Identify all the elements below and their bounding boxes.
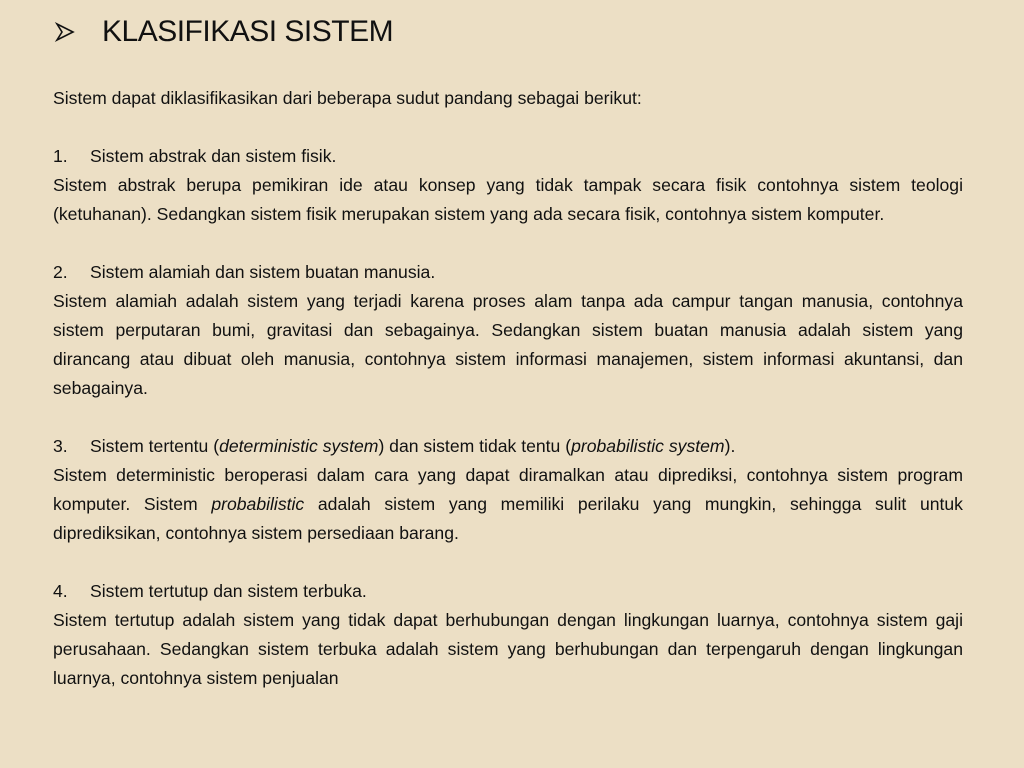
section-4 (53, 577, 963, 693)
heading-part: ) dan sistem tidak tentu ( (378, 436, 572, 456)
page-title: KLASIFIKASI SISTEM (102, 15, 394, 48)
section-number: 2. (53, 262, 68, 282)
section-body: Sistem alamiah adalah sistem yang terjadi karena proses alam tanpa ada campur tangan manusia, contohnya sistem perputaran bumi, gravitasi dan sebagainya. Sedangkan sistem buatan manusia adalah sistem yang dirancang atau dibuat oleh manusia, contohnya sistem informasi manajemen, sistem informasi akuntansi, dan sebagainya. (53, 291, 963, 398)
section-heading-text: Sistem abstrak dan sistem fisik. (90, 146, 337, 166)
title-row (54, 12, 393, 52)
body-term-italic: probabilistic (211, 494, 305, 514)
section-number: 4. (53, 581, 68, 601)
intro-text: Sistem dapat diklasifikasikan dari beberapa sudut pandang sebagai berikut: (53, 88, 642, 108)
content (53, 84, 963, 722)
heading-term-italic: probabilistic system (571, 436, 725, 456)
section-heading (53, 577, 963, 606)
section-2 (53, 258, 963, 403)
section-body (53, 461, 963, 548)
body-part: Sistem deterministic beroperasi dalam cara yang dapat diramalkan atau diprediksi, contohnya sistem program komputer. Sistem (53, 465, 963, 514)
section-1 (53, 142, 963, 229)
heading-part: ). (724, 436, 736, 456)
section-heading (53, 432, 963, 461)
section-heading-text: Sistem tertutup dan sistem terbuka. (90, 581, 367, 601)
section-body: Sistem abstrak berupa pemikiran ide atau konsep yang tidak tampak secara fisik contohnya sistem teologi (ketuhanan). Sedangkan sistem fisik merupakan sistem yang ada secara fisik, contohnya sistem komputer. (53, 175, 963, 224)
body-part: adalah sistem yang memiliki perilaku yang mungkin, sehingga sulit untuk diprediksikan, contohnya sistem persediaan barang. (53, 494, 963, 543)
section-heading (53, 258, 963, 287)
section-heading (53, 142, 963, 171)
section-body: Sistem tertutup adalah sistem yang tidak dapat berhubungan dengan lingkungan luarnya, contohnya sistem gaji perusahaan. Sedangkan sistem terbuka adalah sistem yang berhubungan dan terpengaruh dengan lingkungan luarnya, contohnya sistem penjualan (53, 610, 963, 688)
heading-term-italic: deterministic system (219, 436, 379, 456)
arrowhead-bullet-icon (54, 21, 76, 43)
section-number: 3. (53, 436, 68, 456)
section-3 (53, 432, 963, 548)
section-number: 1. (53, 146, 68, 166)
heading-part: Sistem tertentu ( (90, 436, 220, 456)
section-heading-text (90, 432, 735, 461)
section-heading-text: Sistem alamiah dan sistem buatan manusia. (90, 262, 436, 282)
